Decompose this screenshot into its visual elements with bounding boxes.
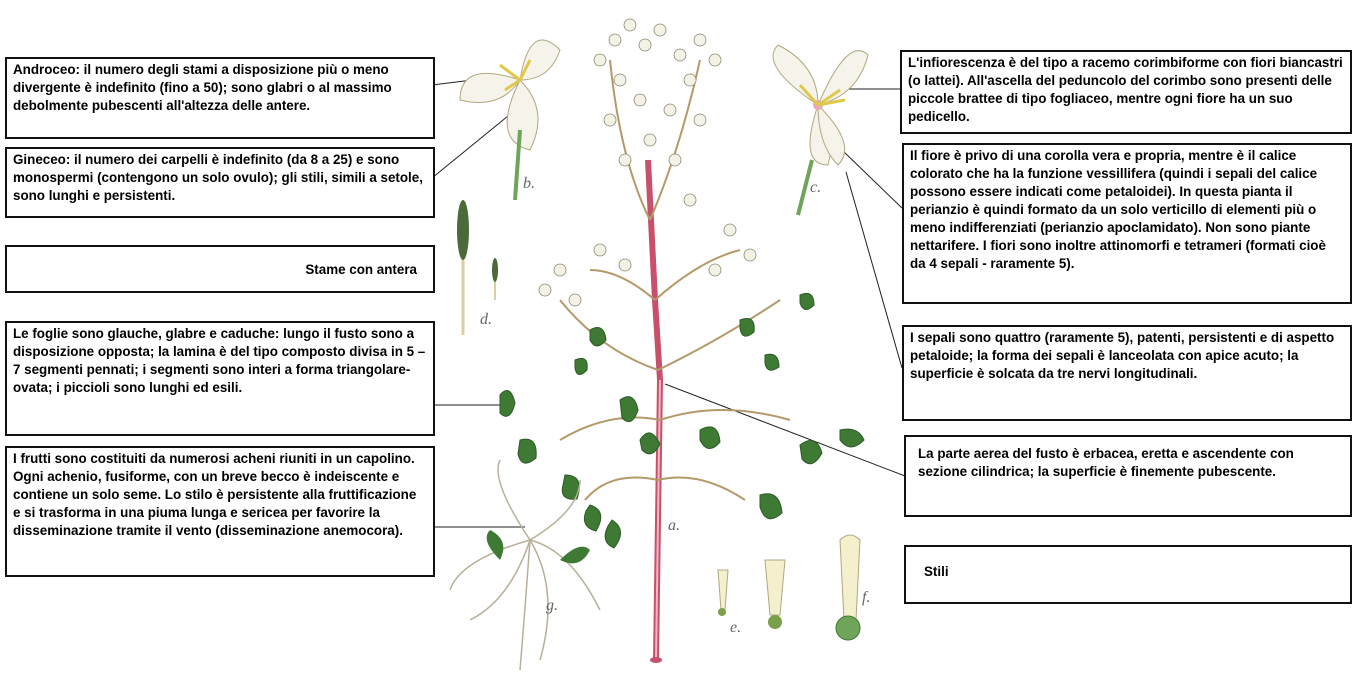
fig-label-c: c.: [810, 179, 822, 196]
main-stem: [648, 160, 662, 663]
annotation-stili: Stili: [904, 545, 1352, 604]
pointer-fiore: [842, 150, 902, 208]
flower-b: [460, 40, 560, 200]
leaf: [590, 328, 606, 346]
annotation-sepali: I sepali sono quattro (raramente 5), patenti, persistenti e di aspetto petaloide; la forma dei sepali è lanceolata con apice acuto; la superficie è solcata da tre nervi longitudinali.: [902, 325, 1352, 421]
fruits-g: [450, 460, 600, 670]
annotation-fiore: Il fiore è privo di una corolla vera e propria, mentre è il calice colorato che ha la funzione vessillifera (quindi i sepali del calice possono essere indicati come petaloidei). In questa pianta il perianzio è quindi formato da un solo verticillo di elementi più o meno indifferenziati (perianzio apoclamidato). Non sono piante nettarifere. I fiori sono inoltre attinomorfi e tetrameri (formati cioè da 4 sepali - raramente 5).: [902, 143, 1352, 304]
pointer-gineceo: [432, 116, 508, 178]
fig-label-a: a.: [668, 517, 680, 534]
leaf: [584, 505, 600, 531]
annotation-infiorescenza: L'infiorescenza è del tipo a racemo corimbiforme con fiori biancastri (o lattei). All'ascella del peduncolo del corimbo sono presenti delle piccole brattee di tipo fogliaceo, mentre ogni fiore ha un suo pedicello.: [900, 50, 1352, 134]
annotation-androceo: Androceo: il numero degli stami a disposizione più o meno divergente è indefinito (fino a 50); sono glabri o al massimo debolmente pubescenti all'altezza delle antere.: [5, 57, 435, 139]
fig-label-d: d.: [480, 311, 492, 328]
annotation-fusto: La parte aerea del fusto è erbacea, eretta e ascendente con sezione cilindrica; la superficie è finemente pubescente.: [904, 435, 1352, 517]
annotation-foglie: Le foglie sono glauche, glabre e caduche: lungo il fusto sono a disposizione opposta; la lamina è del tipo composto divisa in 5 – 7 segmenti pennati; i segmenti sono interi a forma triangolare-ovata; i piccioli sono lunghi ed esili.: [5, 321, 435, 436]
leaf: [605, 520, 620, 548]
fig-label-e: e.: [730, 619, 742, 636]
fig-label-b: b.: [523, 175, 535, 192]
pointer-sepali: [846, 172, 902, 368]
leaves: [500, 293, 864, 548]
leaf: [500, 391, 515, 417]
annotation-gineceo: Gineceo: il numero dei carpelli è indefinito (da 8 a 25) e sono monospermi (contengono un solo ovulo); gli stili, simili a setole, sono lunghi e persistenti.: [5, 147, 435, 218]
leaf: [800, 293, 814, 309]
leaf: [575, 358, 587, 374]
annotation-frutti: I frutti sono costituiti da numerosi acheni riuniti in un capolino. Ogni achenio, fusiforme, con un breve becco è indeiscente e contiene un solo seme. Lo stilo è persistente alla fruttificazione e si trasforma in una piuma lunga e sericea per favorire la disseminazione tramite il vento (disseminazione anemocora).: [5, 446, 435, 577]
leaf: [760, 494, 782, 519]
leaf: [840, 429, 864, 447]
leaf: [700, 427, 720, 449]
pistils-e: [718, 560, 785, 629]
fig-label-f: f.: [862, 589, 871, 606]
leaf: [518, 439, 536, 463]
fig-label-g: g.: [546, 597, 558, 614]
branches: [560, 60, 790, 500]
leaf: [800, 441, 822, 464]
annotation-stame: Stame con antera: [5, 245, 435, 293]
leaf: [765, 354, 779, 370]
style-f: [836, 535, 860, 640]
leaf: [740, 319, 754, 337]
